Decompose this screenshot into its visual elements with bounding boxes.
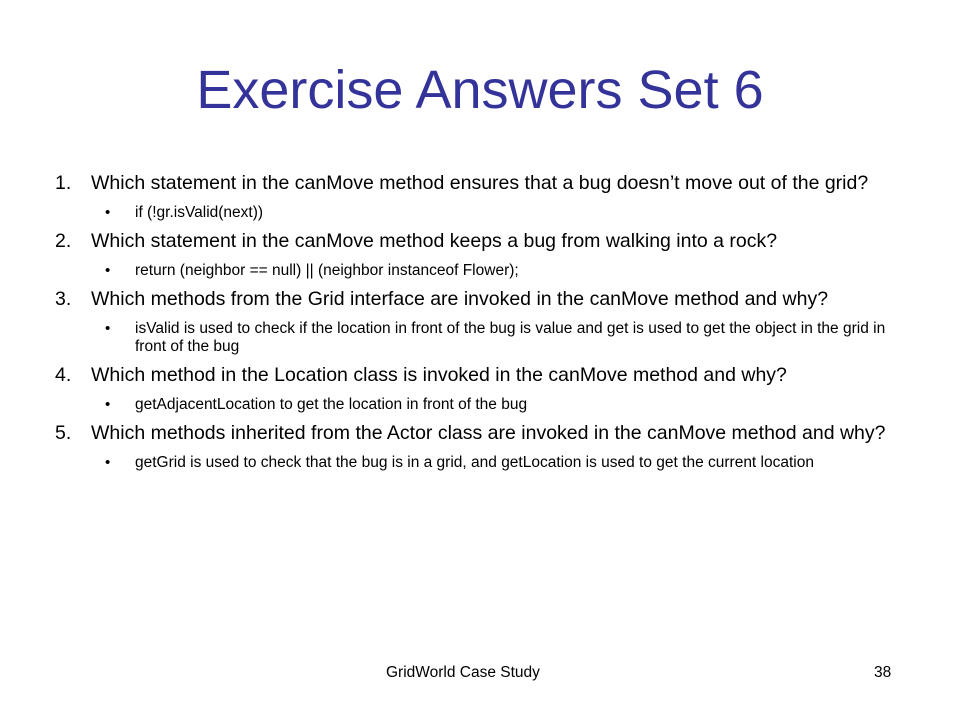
question-text: Which method in the Location class is invoked in the canMove method and why? bbox=[91, 364, 787, 386]
question-text: Which statement in the canMove method keeps a bug from walking into a rock? bbox=[91, 230, 778, 252]
exercise-item bbox=[55, 230, 905, 280]
question-number: 4. bbox=[55, 364, 72, 386]
question-5 bbox=[55, 422, 905, 444]
answer-4 bbox=[55, 396, 905, 414]
bullet: • bbox=[105, 262, 111, 279]
answer-text: getGrid is used to check that the bug is in a grid, and getLocation is used to get the current location bbox=[135, 454, 814, 471]
footer-title: GridWorld Case Study bbox=[386, 664, 540, 681]
question-number: 1. bbox=[55, 172, 72, 194]
question-number: 5. bbox=[55, 422, 72, 444]
question-text: Which methods from the Grid interface are invoked in the canMove method and why? bbox=[91, 288, 829, 310]
question-text: Which statement in the canMove method ensures that a bug doesn’t move out of the grid? bbox=[91, 172, 869, 194]
exercise-list bbox=[55, 172, 905, 480]
bullet: • bbox=[105, 320, 111, 337]
answer-2 bbox=[55, 262, 905, 280]
exercise-item bbox=[55, 364, 905, 414]
bullet: • bbox=[105, 396, 111, 413]
exercise-item bbox=[55, 288, 905, 356]
bullet: • bbox=[105, 204, 111, 221]
question-text: Which methods inherited from the Actor class are invoked in the canMove method and why? bbox=[91, 422, 886, 444]
question-number: 2. bbox=[55, 230, 72, 252]
answer-text: isValid is used to check if the location in front of the bug is value and get is used to get the object in the grid in front of the bug bbox=[135, 320, 886, 355]
slide-number: 38 bbox=[874, 664, 892, 681]
exercise-item bbox=[55, 172, 905, 222]
answer-1 bbox=[55, 204, 905, 222]
answer-5 bbox=[55, 454, 905, 472]
question-4 bbox=[55, 364, 905, 386]
question-3 bbox=[55, 288, 905, 310]
answer-text: return (neighbor == null) || (neighbor instanceof Flower); bbox=[135, 262, 519, 279]
answer-3 bbox=[55, 320, 905, 356]
question-1 bbox=[55, 172, 905, 194]
slide-title: Exercise Answers Set 6 bbox=[196, 60, 764, 120]
exercise-item bbox=[55, 422, 905, 472]
bullet: • bbox=[105, 454, 111, 471]
question-2 bbox=[55, 230, 905, 252]
answer-text: getAdjacentLocation to get the location in front of the bug bbox=[135, 396, 528, 413]
question-number: 3. bbox=[55, 288, 72, 310]
answer-text: if (!gr.isValid(next)) bbox=[135, 204, 264, 221]
